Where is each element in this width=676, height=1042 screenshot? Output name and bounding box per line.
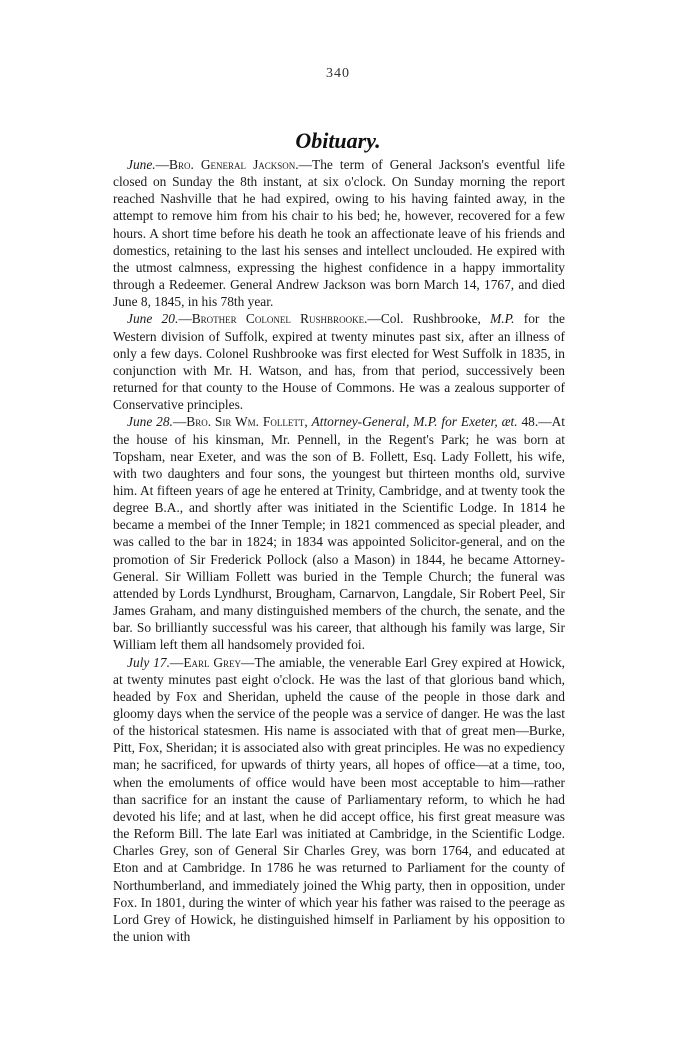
entry-name: Brother Colonel Rushbrooke. [191,311,368,327]
entry-body: for the Western division of Suffolk, expired at twenty minutes past six, after an illness of only a few days. Colonel Rushbrooke was first elected for West Suffolk in 1835, in conjunction with Mr. H. Watson, and has, from that period, successively been returned for that county to the House of Commons. He was a zealous supporter of Conservative principles. [113,311,565,413]
entry-title: Attorney-General, M.P. for Exeter, æt. [311,414,518,430]
obituary-entry-grey [113,654,565,946]
entry-date: June 20. [127,311,179,327]
entry-title: M.P. [490,311,515,327]
entry-body-pre: —Col. Rushbrooke, [367,311,491,327]
entry-body: —The amiable, the venerable Earl Grey expired at Howick, at twenty minutes past eight o'clock. He was the last of that glorious band which, headed by Fox and Sheridan, upheld the cause of the people in those dark and gloomy days when the service of the people was a service of danger. He was the last of the historical statesmen. His name is associated with that of great men—Burke, Pitt, Fox, Sheridan; it is associated also with great principles. He was no expediency man; he sacrificed, for upwards of thirty years, all hopes of office—at a time, too, when the emoluments of office would have been most acceptable to him—rather than sacrifice for an instant the cause of Parliamentary reform, to which he had devoted his life; and at last, when he did accept office, his first great measure was the Reform Bill. The late Earl was initiated at Cambridge, in the Scientific Lodge. Charles Grey, son of General Sir Charles Grey, was born 1764, and educated at Eton and at Cambridge. In 1786 he was returned to Parliament for the county of Northumberland, and immediately joined the Whig party, then in opposition, under Fox. In 1801, during the winter of which year his father was raised to the peerage as Lord Grey of Howick, he distinguished himself in Parliament by his opposition to the union with [113,654,566,945]
entry-dash: — [172,414,187,430]
obituary-entry-rushbrooke [113,310,565,413]
obituary-entry-jackson [113,156,565,310]
entry-dash: — [178,311,192,327]
entry-name: Earl Grey [183,654,242,670]
obituary-entry-follett [113,413,565,653]
entry-date: July 17. [127,654,170,670]
entry-dash: — [155,157,170,172]
entry-date: June. [127,157,156,172]
entry-body: 48.—At the house of his kinsman, Mr. Pennell, in the Regent's Park; he was born at Topsham, near Exeter, and was the son of B. Follett, Esq. Lady Follett, his wife, with two daughters and four sons, the youngest but thirteen months old, survive him. At fifteen years of age he entered at Trinity, Cambridge, and at twenty took the degree B.A., and shortly after was initiated in the Scientific Lodge. In 1814 he became a membei of the Inner Temple; in 1821 commenced as special pleader, and was called to the bar in 1824; in 1834 was appointed Solicitor-general, and on the promotion of Sir Frederick Pollock (also a Mason) in 1844, he became Attorney-General. Sir William Follett was buried in the Temple Church; the funeral was attended by Lords Lyndhurst, Brougham, Carnarvon, Langdale, Sir Robert Peel, Sir James Graham, and many distinguished members of the church, the senate, and the bar. So brilliantly successful was his career, that although his family was large, Sir William left them all handsomely provided foi. [113,414,565,653]
entry-dash: — [169,654,184,670]
section-heading: Obituary. [295,128,381,153]
entry-body: —The term of General Jackson's eventful life closed on Sunday the 8th instant, at six o'clock. On Sunday morning the report reached Nashville that he had expired, owing to his having fainted away, in the attempt to remove him from his chair to his bed; he, however, recovered for a few hours. A short time before his death he took an affectionate leave of his friends and domestics, retaining to the last his senses and intellect unclouded. He expired with the utmost calmness, expressing the highest confidence in a happy immortality through a Redeemer. General Andrew Jackson was born March 14, 1767, and died June 8, 1845, in his 78th year. [113,157,565,310]
entry-date: June 28. [127,414,173,430]
entry-name: Bro. General Jackson. [169,157,299,172]
obituary-text [113,156,565,945]
entry-name: Bro. Sir Wm. Follett, [186,414,308,430]
page-number: 340 [326,66,350,81]
